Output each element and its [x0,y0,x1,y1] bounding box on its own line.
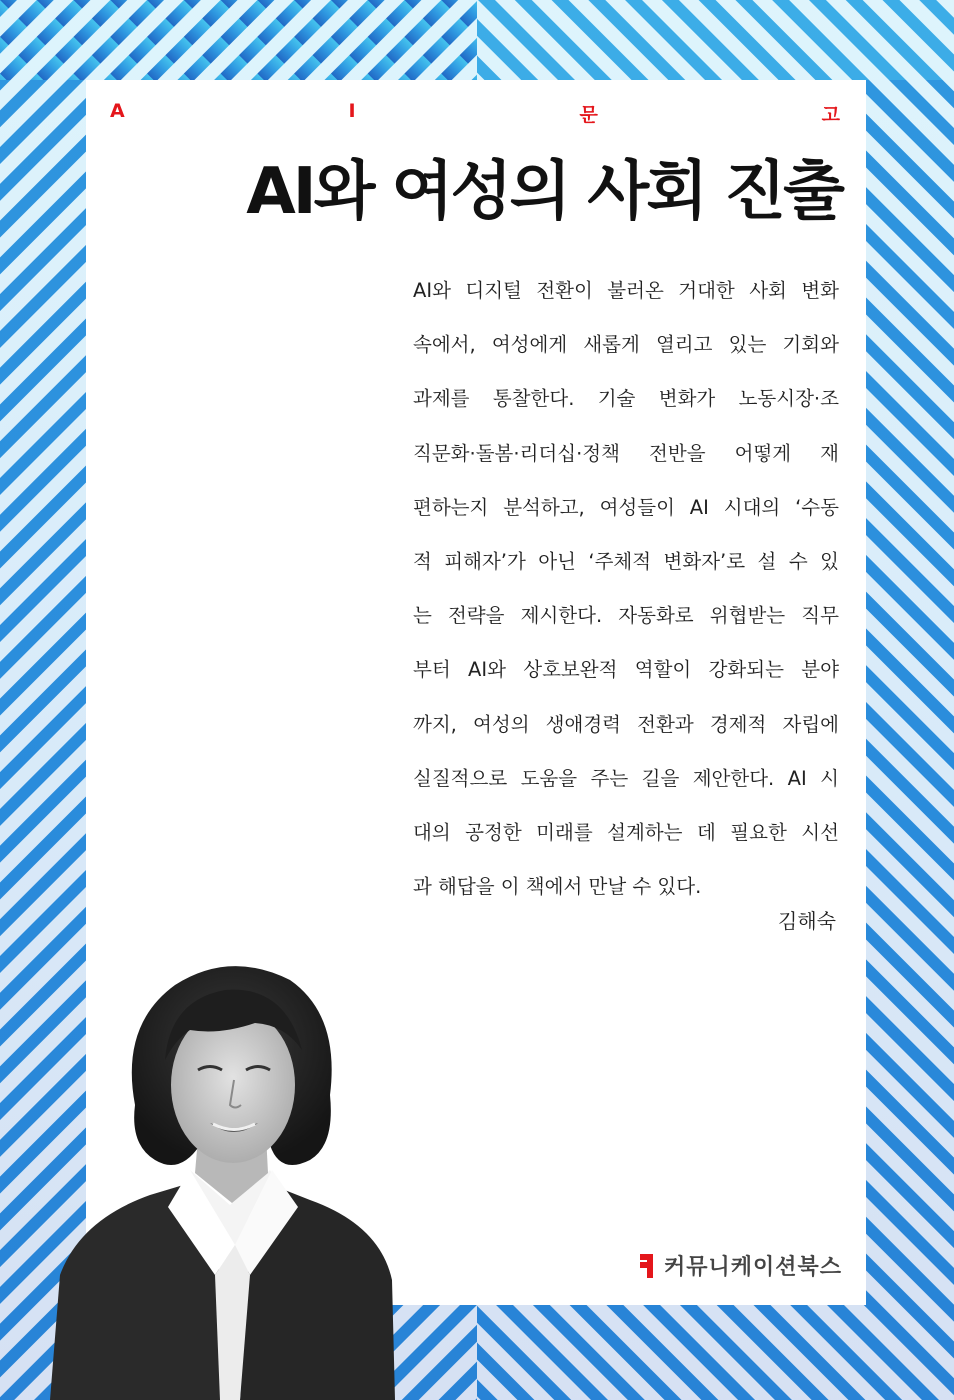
description-word: 있 [820,550,839,574]
description-word: 여성의 [473,712,530,736]
description-word: 피해자’가 [444,550,526,574]
description-word: 새롭게 [583,333,640,357]
description-word: 속에서, [413,333,476,357]
description-line [413,535,839,589]
description-word: 수 [788,550,808,574]
description-word: AI와 [468,658,506,682]
description-word: 기술 [597,387,636,411]
description-word: 아닌 [538,550,576,574]
description-word: 주는 [590,766,629,790]
description-word: 실질적으로 [413,766,508,790]
description-word: 대의 [413,821,451,845]
description-word: 강화되는 [708,658,784,682]
series-letter: 고 [821,104,840,126]
description-word: 설계하는 [607,821,683,845]
description-word: 역할이 [634,658,692,682]
description-line [413,372,839,426]
description-word: 통찰한다. [492,387,575,411]
series-label [110,100,840,127]
description-word: AI [787,766,807,790]
description-word: 미래를 [536,821,593,845]
description-word: 공정한 [465,821,522,845]
description-line: 과 해답을 이 책에서 만날 수 있다. [413,875,702,899]
description-word: 적 [413,550,432,574]
description-word: 거대한 [678,279,735,302]
description-word: 경제적 [709,712,767,736]
description-word: ‘수동 [795,495,839,519]
description-word: 자동화로 [618,604,694,628]
description-word: 사회 [749,279,787,302]
description-word: 직무 [801,604,839,628]
description-word: 제안한다. [692,766,775,790]
description-word: 여성에게 [491,333,568,357]
description-word: 도움을 [520,766,578,790]
description-word: 변화가 [658,387,716,411]
description-line [413,589,839,643]
publisher-mark-icon [638,1252,656,1280]
book-description [413,264,839,914]
series-letter: 문 [579,104,598,126]
description-word: 어떻게 [734,441,792,465]
description-line [413,481,839,535]
description-word: 는 [413,604,432,628]
description-word: 전반을 [649,441,706,465]
description-word: AI와 [413,279,451,302]
description-word: 전환이 [536,279,593,302]
description-word: 분야 [801,658,839,682]
description-line [413,752,839,806]
description-word: 노동시장·조 [738,387,839,411]
series-letter: A [110,100,125,122]
description-word: 생애경력 [545,712,622,736]
description-word: 데 [696,821,716,845]
description-word: 부터 [413,658,451,682]
description-word: 자립에 [782,712,839,736]
description-word: 전략을 [447,604,505,628]
description-line [413,264,839,318]
description-word: 시 [820,766,839,790]
description-word: 상호보완적 [523,658,618,682]
description-word: 불러온 [607,279,664,302]
description-word: 있는 [728,333,767,357]
description-word: 편하는지 [413,495,489,519]
author-name: 김해숙 [778,909,836,933]
description-word: 까지, [413,712,457,736]
book-title: AI와 여성의 사회 진출 [246,155,842,229]
description-word: 변화자’로 [663,550,746,574]
description-word: 여성들이 [599,495,675,519]
description-word: 재 [820,441,839,465]
description-word: 직문화·돌봄·리더십·정책 [413,441,620,465]
description-word: 과제를 [413,387,470,411]
description-word: 열리고 [655,333,713,357]
description-line [413,698,839,752]
description-word: 필요한 [730,821,787,845]
description-word: 길을 [641,766,680,790]
description-word: ‘주체적 [588,550,652,574]
description-word: 기회와 [782,333,839,357]
description-word: 시대의 [723,495,781,519]
description-word: 디지털 [465,279,522,302]
description-line [413,318,839,372]
description-line [413,643,839,697]
description-word: 변화 [801,279,839,302]
publisher-logo [638,1250,842,1281]
description-word: 설 [757,550,777,574]
description-word: 제시한다. [520,604,603,628]
description-line [413,806,839,860]
publisher-name: 커뮤니케이션북스 [663,1255,842,1280]
description-word: 위협받는 [709,604,786,628]
description-word: 전환과 [637,712,694,736]
series-letter: I [348,100,356,122]
description-line [413,427,839,481]
description-word: 분석하고, [503,495,585,519]
author-portrait [40,945,420,1400]
description-word: AI [689,495,709,519]
description-word: 시선 [801,821,839,845]
